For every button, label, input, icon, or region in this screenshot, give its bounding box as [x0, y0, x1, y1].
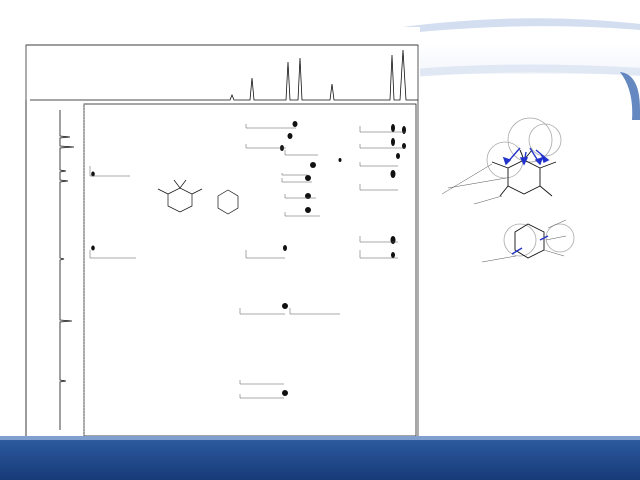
hmbc-spectrum: [0, 27, 420, 440]
hmbc-correlation-structure: [420, 96, 630, 276]
hmbc-arrows: [504, 148, 548, 254]
inner-spectrum-frame: [84, 104, 416, 436]
footer-bar: [0, 440, 640, 480]
